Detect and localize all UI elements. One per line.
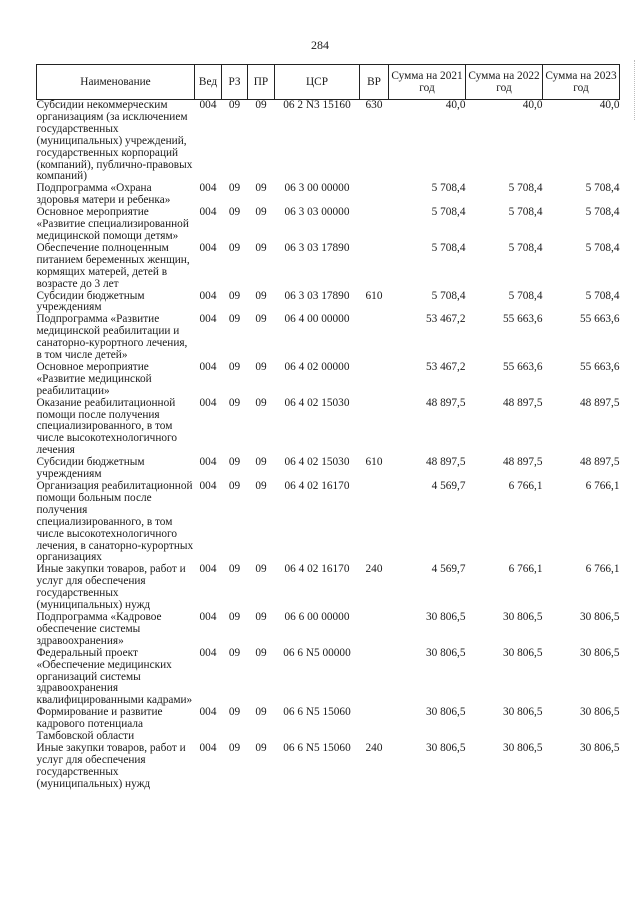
row-name: Подпрограмма «Охрана здоровья матери и ребенка»	[36, 182, 171, 207]
row-csr: 06 3 03 00000	[284, 206, 350, 219]
row-sum-2023: 40,0	[599, 99, 620, 111]
row-rz: 09	[228, 563, 241, 576]
row-sum-2022: 5 708,4	[508, 206, 543, 219]
row-name: Обеспечение полноценным питанием беременных женщин, кормящих матерей, детей в возрасте до 3 лет	[36, 241, 190, 290]
row-ved: 004	[199, 360, 217, 373]
row-pr: 09	[255, 396, 267, 409]
table-row	[37, 314, 620, 362]
row-sum-2022: 6 766,1	[508, 480, 543, 492]
row-name: Субсидии некоммерческим организациям (за исключением государственных (муниципальных) учреждений, государственных корпораций (компаний), публично-правовых компаний)	[36, 99, 193, 183]
row-name: Основное мероприятие «Развитие специализированной медицинской помощи детям»	[36, 206, 189, 242]
row-pr: 09	[255, 456, 267, 469]
row-sum-2023: 5 708,4	[585, 206, 620, 219]
row-rz: 09	[228, 313, 241, 326]
row-vr	[360, 707, 389, 743]
row-rz: 09	[228, 206, 241, 219]
header-pr: ПР	[248, 65, 275, 100]
row-rz: 09	[228, 741, 241, 754]
row-name: Субсидии бюджетным учреждениям	[36, 456, 145, 481]
row-sum-2023: 30 806,5	[579, 706, 620, 719]
row-sum-2021: 5 708,4	[431, 241, 466, 254]
row-ved: 004	[199, 241, 217, 254]
row-sum-2021: 30 806,5	[425, 706, 466, 719]
row-rz: 09	[228, 706, 241, 719]
row-sum-2021: 30 806,5	[425, 610, 466, 623]
header-sum-2023: Сумма на 2023 год	[543, 65, 620, 100]
row-sum-2021: 53 467,2	[425, 313, 466, 326]
row-rz: 09	[228, 456, 241, 469]
row-pr: 09	[255, 182, 267, 195]
row-sum-2022: 5 708,4	[508, 289, 543, 302]
row-csr: 06 4 02 16170	[284, 563, 350, 576]
row-vr	[360, 481, 389, 564]
row-pr: 09	[255, 646, 267, 659]
row-ved: 004	[199, 99, 217, 111]
row-csr: 06 6 00 00000	[284, 610, 350, 623]
header-csr: ЦСР	[275, 65, 360, 100]
table-row	[37, 100, 620, 184]
row-ved: 004	[199, 206, 217, 219]
table-row	[37, 291, 620, 315]
row-sum-2022: 40,0	[522, 99, 543, 111]
row-rz: 09	[228, 241, 241, 254]
table-header-row	[37, 65, 620, 100]
row-name: Федеральный проект «Обеспечение медицинских организаций системы здравоохранения квалифицированными кадрами»	[36, 646, 193, 707]
row-vr: 630	[365, 99, 383, 111]
row-sum-2022: 55 663,6	[502, 313, 543, 326]
row-sum-2022: 48 897,5	[502, 456, 543, 469]
row-rz: 09	[228, 480, 241, 492]
row-ved: 004	[199, 182, 217, 195]
row-rz: 09	[228, 360, 241, 373]
row-pr: 09	[255, 480, 267, 492]
row-sum-2023: 48 897,5	[579, 456, 620, 469]
row-csr: 06 4 02 16170	[284, 480, 350, 492]
row-csr: 06 4 00 00000	[284, 313, 350, 326]
row-csr: 06 6 N5 00000	[283, 646, 351, 659]
row-sum-2021: 30 806,5	[425, 646, 466, 659]
row-pr: 09	[255, 99, 267, 111]
row-csr: 06 3 03 17890	[284, 289, 350, 302]
row-sum-2022: 6 766,1	[508, 563, 543, 576]
table-row	[37, 243, 620, 291]
header-vr: ВР	[360, 65, 389, 100]
row-name: Формирование и развитие кадрового потенциала Тамбовской области	[36, 706, 163, 743]
row-sum-2021: 5 708,4	[431, 206, 466, 219]
header-name: Наименование	[37, 65, 195, 100]
row-ved: 004	[199, 396, 217, 409]
row-csr: 06 6 N5 15060	[283, 741, 351, 754]
row-sum-2021: 5 708,4	[431, 182, 466, 195]
row-csr: 06 4 02 15030	[284, 456, 350, 469]
table-row	[37, 398, 620, 458]
row-sum-2023: 30 806,5	[579, 646, 620, 659]
row-sum-2021: 40,0	[445, 99, 466, 111]
row-sum-2023: 6 766,1	[585, 480, 620, 492]
row-pr: 09	[255, 706, 267, 719]
header-ved: Вед	[195, 65, 222, 100]
row-sum-2021: 30 806,5	[425, 741, 466, 754]
row-name: Организация реабилитационной помощи больным после получения специализированного, в том числе высокотехнологичного лечения, в санаторно-курортных организациях	[36, 480, 194, 564]
row-csr: 06 3 03 17890	[284, 241, 350, 254]
row-vr: 610	[365, 456, 383, 469]
row-vr: 240	[365, 741, 383, 754]
row-ved: 004	[199, 456, 217, 469]
row-vr	[360, 398, 389, 458]
row-sum-2023: 30 806,5	[579, 610, 620, 623]
row-vr: 610	[365, 289, 383, 302]
row-sum-2022: 30 806,5	[502, 741, 543, 754]
row-vr	[360, 612, 389, 648]
row-vr	[360, 183, 389, 207]
row-pr: 09	[255, 289, 267, 302]
row-sum-2021: 4 569,7	[431, 480, 466, 492]
row-name: Иные закупки товаров, работ и услуг для обеспечения государственных (муниципальных) нужд	[36, 741, 186, 790]
row-name: Основное мероприятие «Развитие медицинской реабилитации»	[36, 360, 152, 397]
row-pr: 09	[255, 741, 267, 754]
row-pr: 09	[255, 241, 267, 254]
table-row	[37, 707, 620, 743]
table-row	[37, 207, 620, 243]
table-row	[37, 183, 620, 207]
row-sum-2022: 30 806,5	[502, 610, 543, 623]
row-ved: 004	[199, 289, 217, 302]
row-csr: 06 4 02 00000	[284, 360, 350, 373]
row-csr: 06 4 02 15030	[284, 396, 350, 409]
row-sum-2022: 5 708,4	[508, 182, 543, 195]
row-name: Оказание реабилитационной помощи после получения специализированного, в том числе высокотехнологичного лечения	[36, 396, 178, 457]
table-row	[37, 362, 620, 398]
row-sum-2023: 5 708,4	[585, 182, 620, 195]
row-ved: 004	[199, 313, 217, 326]
row-vr	[360, 314, 389, 362]
row-sum-2023: 30 806,5	[579, 741, 620, 754]
row-csr: 06 6 N5 15060	[283, 706, 351, 719]
row-sum-2021: 53 467,2	[425, 360, 466, 373]
row-sum-2021: 5 708,4	[431, 289, 466, 302]
header-sum-2021: Сумма на 2021 год	[389, 65, 466, 100]
row-pr: 09	[255, 313, 267, 326]
row-sum-2022: 30 806,5	[502, 706, 543, 719]
table-row	[37, 564, 620, 612]
row-sum-2022: 48 897,5	[502, 396, 543, 409]
row-csr: 06 3 00 00000	[284, 182, 350, 195]
row-pr: 09	[255, 206, 267, 219]
row-sum-2022: 30 806,5	[502, 646, 543, 659]
row-vr	[360, 648, 389, 708]
row-pr: 09	[255, 610, 267, 623]
row-sum-2022: 55 663,6	[502, 360, 543, 373]
header-rz: РЗ	[222, 65, 248, 100]
row-rz: 09	[228, 646, 241, 659]
row-ved: 004	[199, 741, 217, 754]
row-csr: 06 2 N3 15160	[283, 99, 351, 111]
row-ved: 004	[199, 480, 217, 492]
scan-edge-mark	[634, 60, 638, 120]
row-rz: 09	[228, 182, 241, 195]
row-rz: 09	[228, 99, 241, 111]
row-rz: 09	[228, 610, 241, 623]
row-sum-2022: 5 708,4	[508, 241, 543, 254]
table-row	[37, 481, 620, 564]
row-vr	[360, 243, 389, 291]
row-name: Подпрограмма «Кадровое обеспечение системы здравоохранения»	[36, 610, 162, 647]
row-rz: 09	[228, 396, 241, 409]
row-ved: 004	[199, 563, 217, 576]
row-sum-2021: 48 897,5	[425, 456, 466, 469]
budget-table	[36, 64, 620, 791]
row-ved: 004	[199, 706, 217, 719]
table-row	[37, 457, 620, 481]
row-name: Подпрограмма «Развитие медицинской реабилитации и санаторно-курортного лечения, в том числе детей»	[36, 313, 188, 362]
row-vr: 240	[365, 563, 383, 576]
row-sum-2021: 48 897,5	[425, 396, 466, 409]
row-sum-2023: 48 897,5	[579, 396, 620, 409]
row-pr: 09	[255, 563, 267, 576]
row-sum-2021: 4 569,7	[431, 563, 466, 576]
row-vr	[360, 362, 389, 398]
table-row	[37, 612, 620, 648]
row-sum-2023: 5 708,4	[585, 241, 620, 254]
row-sum-2023: 55 663,6	[579, 313, 620, 326]
row-ved: 004	[199, 646, 217, 659]
row-name: Иные закупки товаров, работ и услуг для обеспечения государственных (муниципальных) нужд	[36, 563, 186, 612]
table-row	[37, 648, 620, 708]
row-pr: 09	[255, 360, 267, 373]
row-vr	[360, 207, 389, 243]
row-sum-2023: 6 766,1	[585, 563, 620, 576]
row-sum-2023: 5 708,4	[585, 289, 620, 302]
page-number: 284	[311, 38, 329, 52]
row-rz: 09	[228, 289, 241, 302]
table-row	[37, 743, 620, 791]
header-sum-2022: Сумма на 2022 год	[466, 65, 543, 100]
row-ved: 004	[199, 610, 217, 623]
row-sum-2023: 55 663,6	[579, 360, 620, 373]
row-name: Субсидии бюджетным учреждениям	[36, 289, 145, 314]
